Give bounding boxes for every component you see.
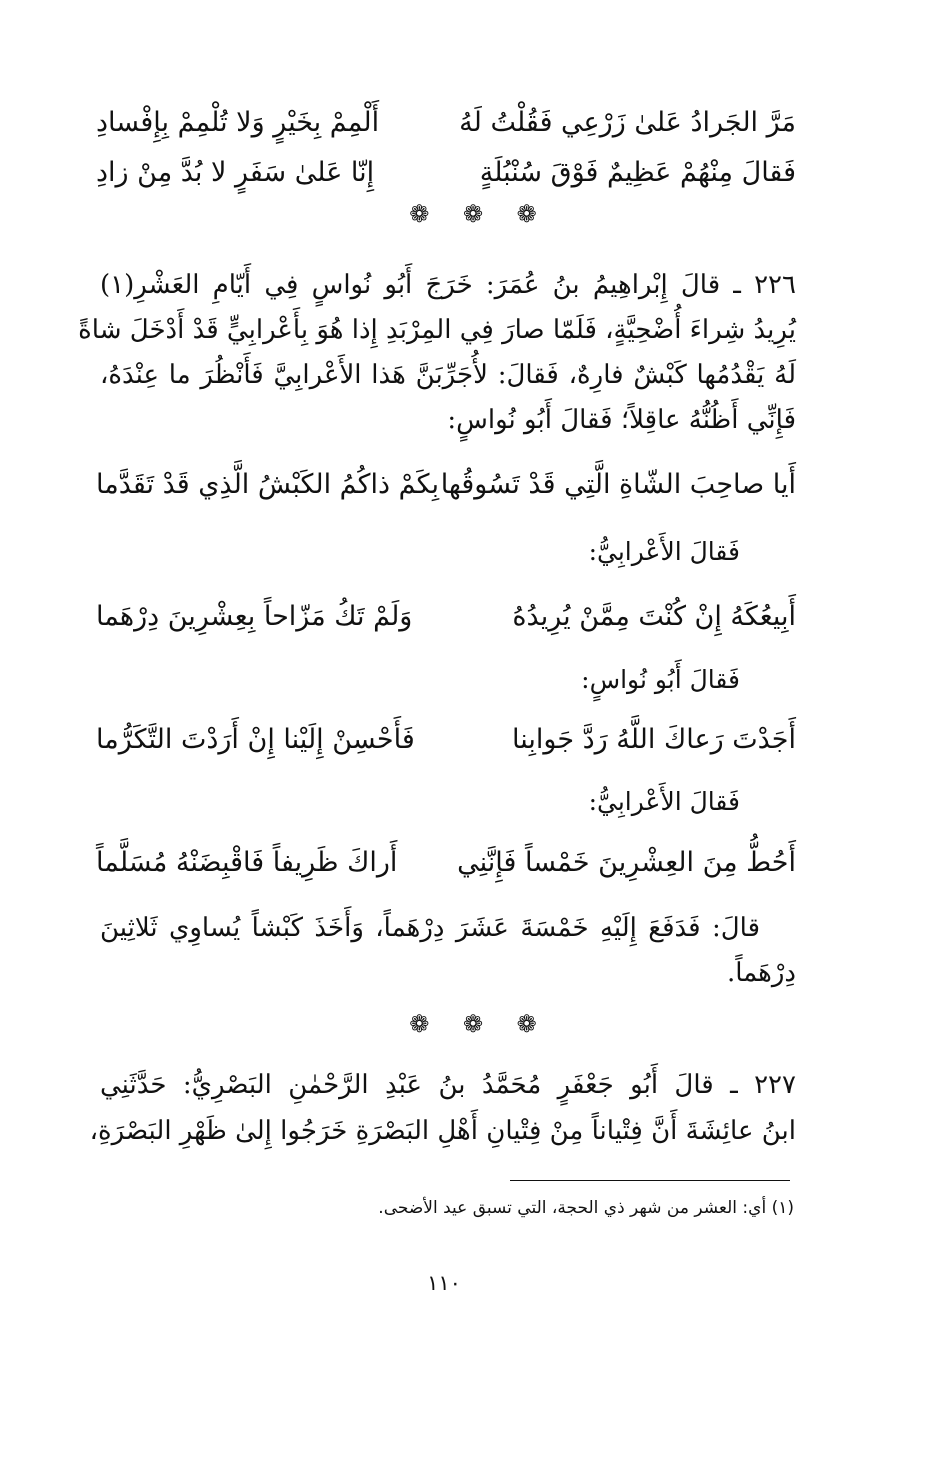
paragraph-line: قالَ: فَدَفَعَ إِلَيْهِ خَمْسَةَ عَشَرَ دِرْهَماً، وَأَخَذَ كَبْشاً يُساوِي ثَلاثِينَ	[100, 913, 760, 943]
speaker-intro: فَقالَ الأَعْرابِيُّ:	[588, 537, 740, 566]
paragraph-line: دِرْهَماً.	[726, 958, 796, 988]
footnote: (١) أي: العشر من شهر ذي الحجة، التي تسبق عيد الأضحى.	[378, 1198, 794, 1218]
verse-first-hemistich: أَجَدْتَ رَعاكَ اللَّهُ رَدَّ جَوابِنا	[512, 724, 796, 755]
verse-first-hemistich: أَحُطُّ مِنَ العِشْرِينَ خَمْساً فَإِنَّنِي	[457, 847, 796, 878]
verse-line	[96, 717, 796, 763]
verse-second-hemistich: أَراكَ ظَرِيفاً فَاقْبِضَنْهُ مُسَلَّماً	[96, 847, 398, 878]
verse-second-hemistich: وَلَمْ تَكُ مَزّاحاً بِعِشْرِينَ دِرْهَما	[96, 601, 413, 632]
verse-second-hemistich: أَلْمِمْ بِخَيْرٍ وَلا تُلْمِمْ بِإِفْسادِ	[96, 107, 380, 138]
verse-first-hemistich: مَرَّ الجَرادُ عَلىٰ زَرْعِي فَقُلْتُ لَهُ	[459, 107, 796, 138]
verse-first-hemistich: أَبِيعُكَهُ إِنْ كُنْتَ مِمَّنْ يُرِيدُهُ	[512, 601, 796, 632]
speaker-intro: فَقالَ أَبُو نُواسٍ:	[581, 665, 740, 694]
verse-second-hemistich: فَأَحْسِنْ إِلَيْنا إِنْ أَرَدْتَ التَّكَرُّما	[96, 724, 415, 755]
verse-line	[96, 594, 796, 640]
verse-line	[96, 100, 796, 146]
paragraph-line: ٢٢٧ ـ قالَ أَبُو جَعْفَرٍ مُحَمَّدُ بنُ عَبْدِ الرَّحْمٰنِ البَصْرِيُّ: حَدَّثَنِي	[100, 1070, 796, 1100]
section-separator: ❁ ❁ ❁	[409, 1010, 539, 1038]
verse-line	[96, 462, 796, 508]
paragraph-line: فَإِنِّي أَظُنُّهُ عاقِلاً؛ فَقالَ أَبُو نُواسٍ:	[447, 405, 796, 435]
footnote-rule	[510, 1180, 790, 1181]
paragraph-line: لَهُ يَقْدُمُها كَبْشٌ فارِهٌ، فَقالَ: لأُجَرِّبَنَّ هَذا الأَعْرابِيَّ فَأَنْظُرَ ما عِنْدَهُ،	[100, 360, 796, 390]
section-separator: ❁ ❁ ❁	[409, 200, 539, 228]
speaker-intro: فَقالَ الأَعْرابِيُّ:	[588, 787, 740, 816]
paragraph-line: ابنُ عائِشَةَ أَنَّ فِتْياناً مِنْ فِتْيانِ أَهْلِ البَصْرَةِ خَرَجُوا إِلىٰ ظَهْرِ البَصْرَةِ،	[89, 1116, 796, 1146]
verse-line	[96, 150, 796, 196]
paragraph-line: يُرِيدُ شِراءَ أُضْحِيَّةٍ، فَلَمّا صارَ فِي المِرْبَدِ إِذا هُوَ بِأَعْرابِيٍّ قَدْ أَدْخَلَ شاةً	[78, 315, 796, 345]
verse-first-hemistich: فَقالَ مِنْهُمْ عَظِيمٌ فَوْقَ سُنْبُلَةٍ	[479, 157, 796, 188]
verse-first-hemistich: أَيا صاحِبَ الشّاةِ الَّتِي قَدْ تَسُوقُها	[440, 469, 796, 500]
paragraph-line: ٢٢٦ ـ قالَ إِبْراهِيمُ بنُ عُمَرَ: خَرَجَ أَبُو نُواسٍ فِي أَيّامِ العَشْرِ(١)	[100, 270, 796, 300]
page-number: ١١٠	[427, 1271, 461, 1295]
verse-line	[96, 840, 796, 886]
verse-second-hemistich: إِنّا عَلىٰ سَفَرٍ لا بُدَّ مِنْ زادِ	[96, 157, 375, 188]
verse-second-hemistich: بِكَمْ ذاكُمُ الكَبْشُ الَّذِي قَدْ تَقَدَّما	[96, 469, 440, 500]
